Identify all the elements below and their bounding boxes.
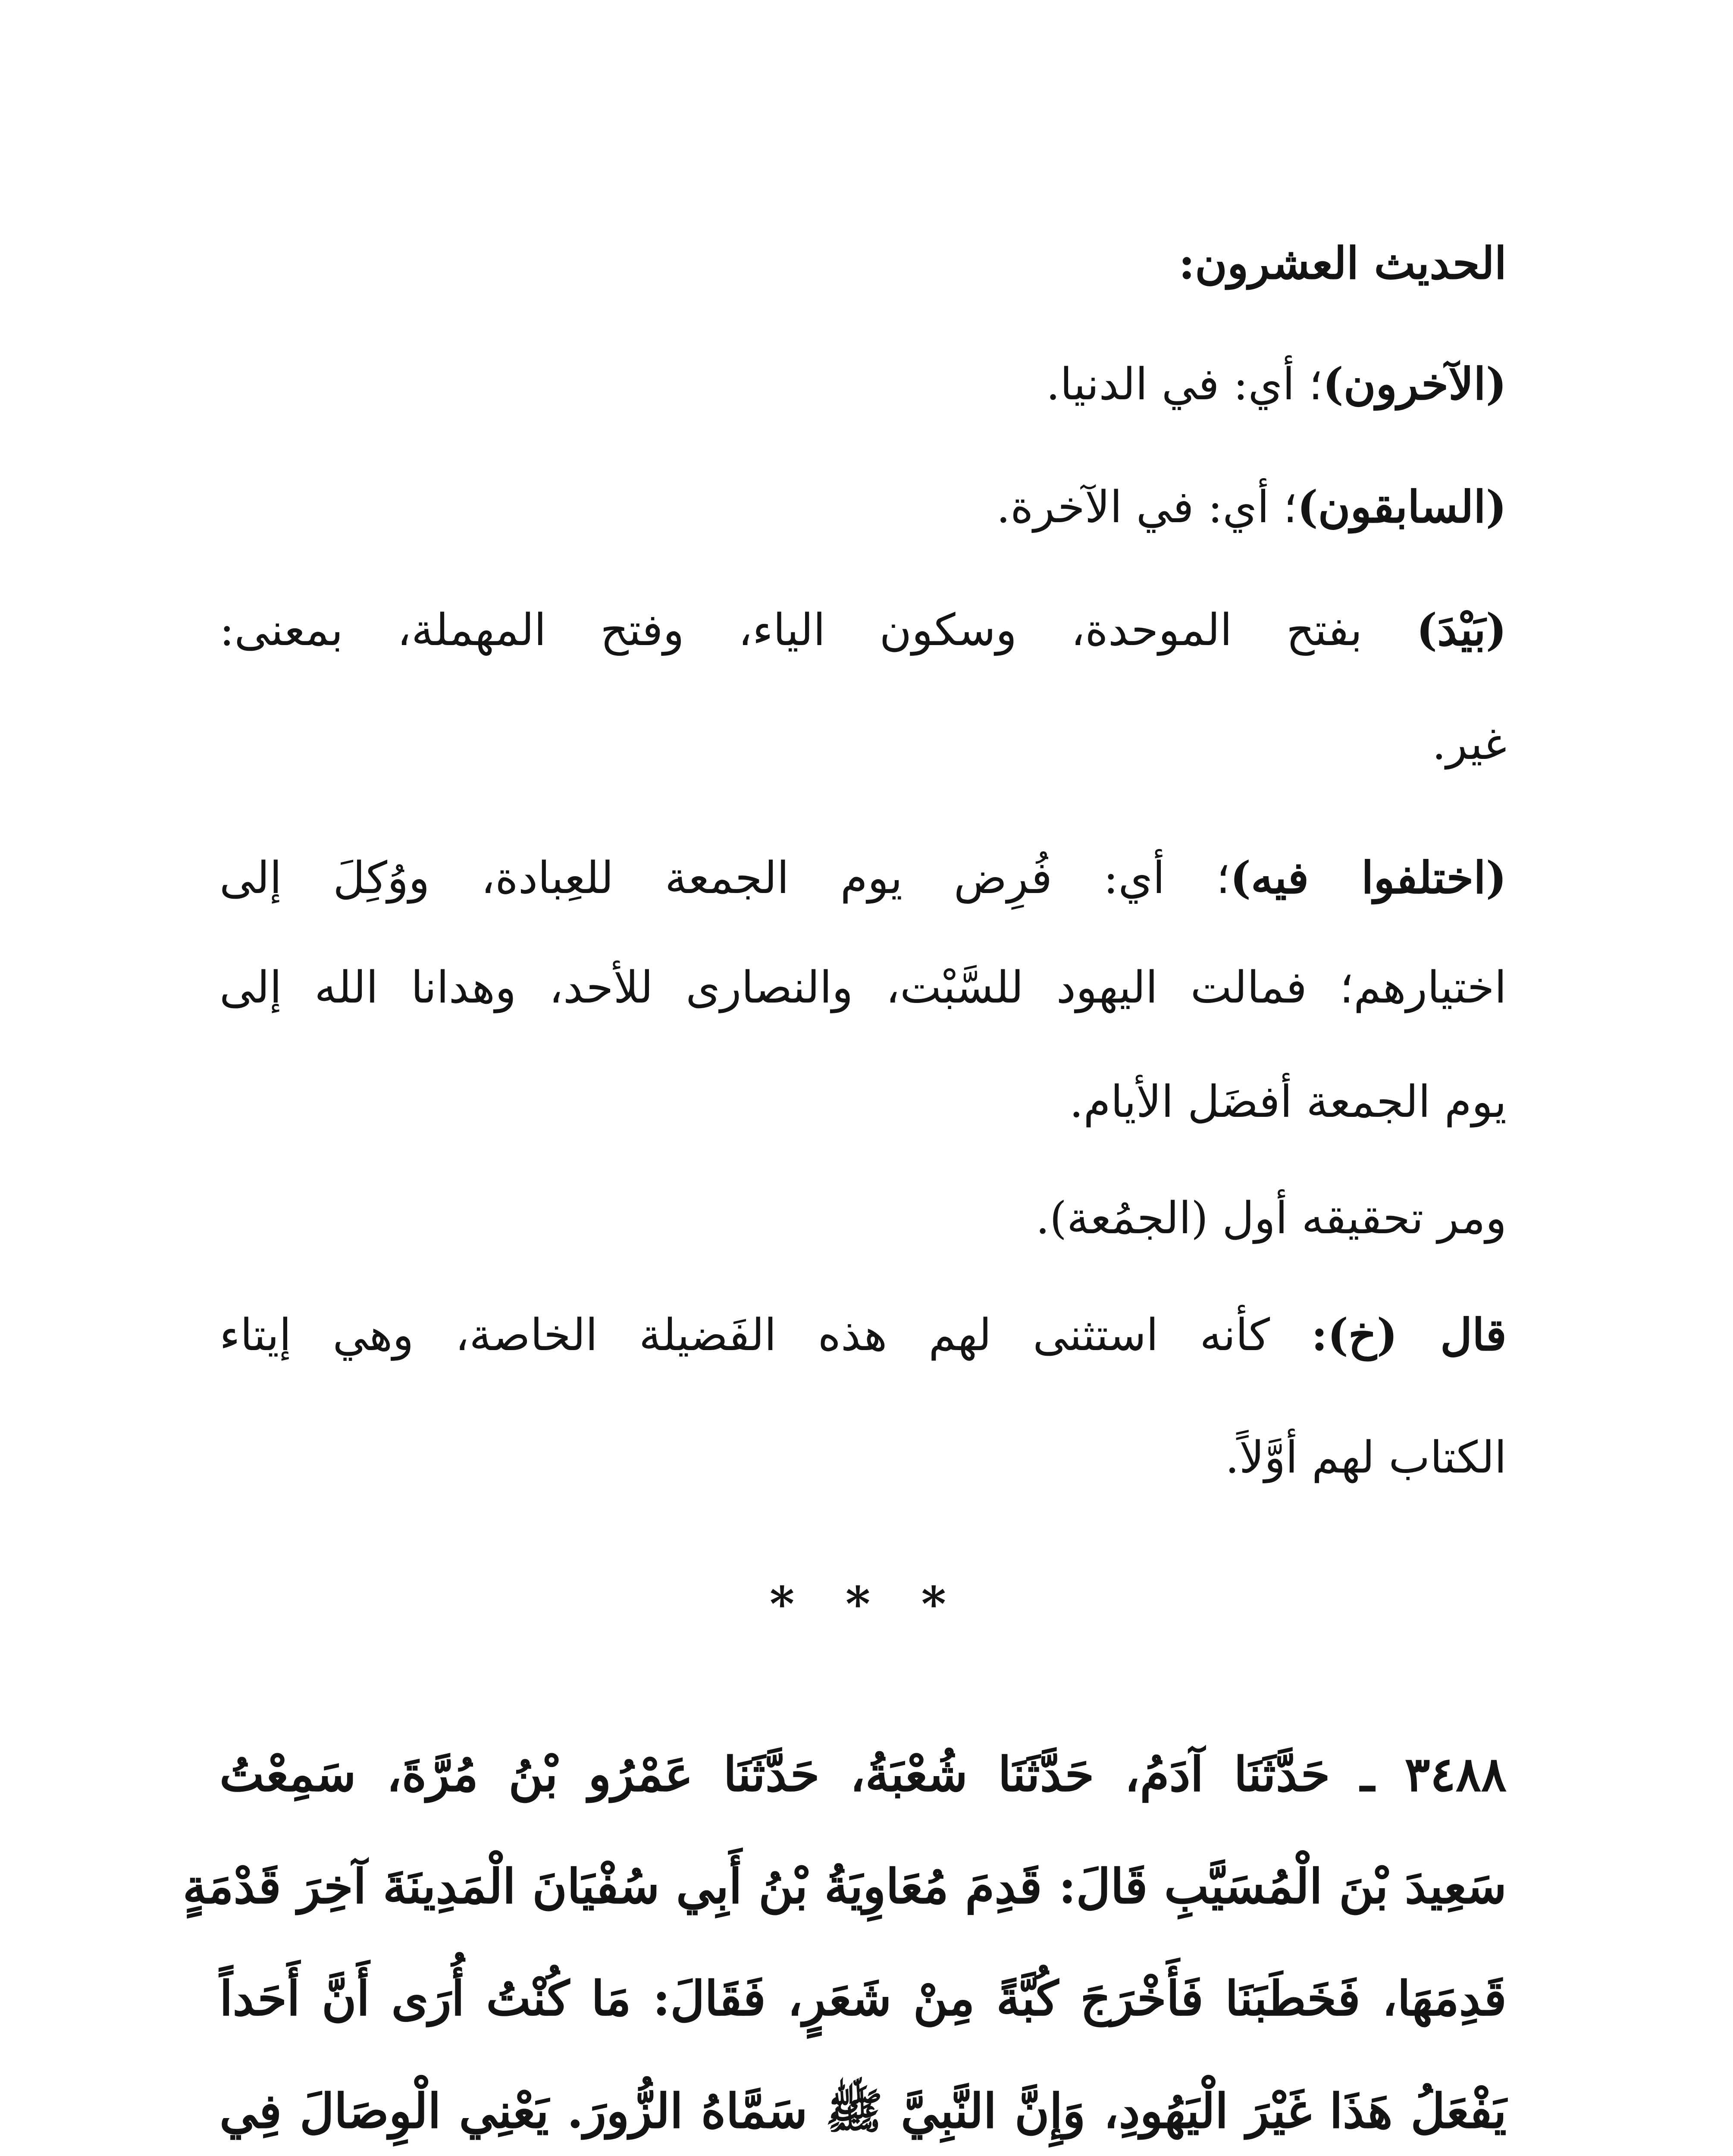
commentary-line xyxy=(219,962,1507,1013)
hadith-line: قَدِمَهَا، فَخَطَبَنَا فَأَخْرَجَ كُبَّةً مِنْ شَعَرٍ، فَقَالَ: مَا كُنْتُ أُرَى أَنَّ أَحَداً xyxy=(219,1971,1507,2026)
hadith-line: يَفْعَلُ هَذَا غَيْرَ الْيَهُودِ، وَإِنَّ النَّبِيَّ ﷺ سَمَّاهُ الزُّورَ. يَعْنِي الْوِصَالَ فِي xyxy=(219,2083,1507,2139)
gloss: بفتح الموحدة، وسكون الياء، وفتح المهملة، بمعنى: xyxy=(219,605,1416,656)
section-heading: الحديث العشرون: xyxy=(1178,238,1507,289)
commentary-line xyxy=(1069,1076,1507,1128)
gloss: اختيارهم؛ فمالت اليهود للسَّبْت، والنصارى للأحد، وهدانا الله إلى xyxy=(219,962,1507,1013)
gloss: الكتاب لهم أوَّلاً. xyxy=(1225,1432,1507,1483)
term: (السابقون) xyxy=(1297,481,1507,533)
commentary-line xyxy=(996,481,1507,533)
commentary-line xyxy=(219,604,1507,656)
hadith-line: ٣٤٨٨ ـ حَدَّثَنَا آدَمُ، حَدَّثَنَا شُعْبَةُ، حَدَّثَنَا عَمْرُو بْنُ مُرَّةَ، سَمِعْتُ xyxy=(219,1746,1507,1802)
gloss: ؛ أي: فُرِض يوم الجمعة للعِبادة، ووُكِلَ إلى xyxy=(219,852,1230,904)
gloss: غير. xyxy=(1432,718,1507,770)
term: قال (خ): xyxy=(1311,1309,1507,1361)
commentary-line xyxy=(1225,1432,1507,1483)
term: (اختلفوا فيه) xyxy=(1230,852,1507,904)
commentary-line xyxy=(219,1309,1507,1361)
commentary-line xyxy=(1432,718,1507,770)
term: (الآخرون) xyxy=(1322,358,1507,410)
section-separator: * * * xyxy=(769,1576,964,1632)
gloss: ومر تحقيقه أول (الجمُعة). xyxy=(1035,1193,1507,1244)
term: (بَيْدَ) xyxy=(1416,604,1507,656)
hadith-line: سَعِيدَ بْنَ الْمُسَيَّبِ قَالَ: قَدِمَ مُعَاوِيَةُ بْنُ أَبِي سُفْيَانَ الْمَدِينَةَ آخِرَ قَدْمَةٍ xyxy=(182,1858,1507,1914)
commentary-line xyxy=(219,852,1507,904)
commentary-line xyxy=(1046,358,1507,410)
gloss: يوم الجمعة أفضَل الأيام. xyxy=(1069,1076,1507,1128)
gloss: ؛ أي: في الدنيا. xyxy=(1046,359,1323,410)
gloss: ؛ أي: في الآخرة. xyxy=(996,482,1297,533)
commentary-line xyxy=(1035,1193,1507,1244)
gloss: كأنه استثنى لهم هذه الفَضيلة الخاصة، وهي إيتاء xyxy=(219,1310,1311,1361)
